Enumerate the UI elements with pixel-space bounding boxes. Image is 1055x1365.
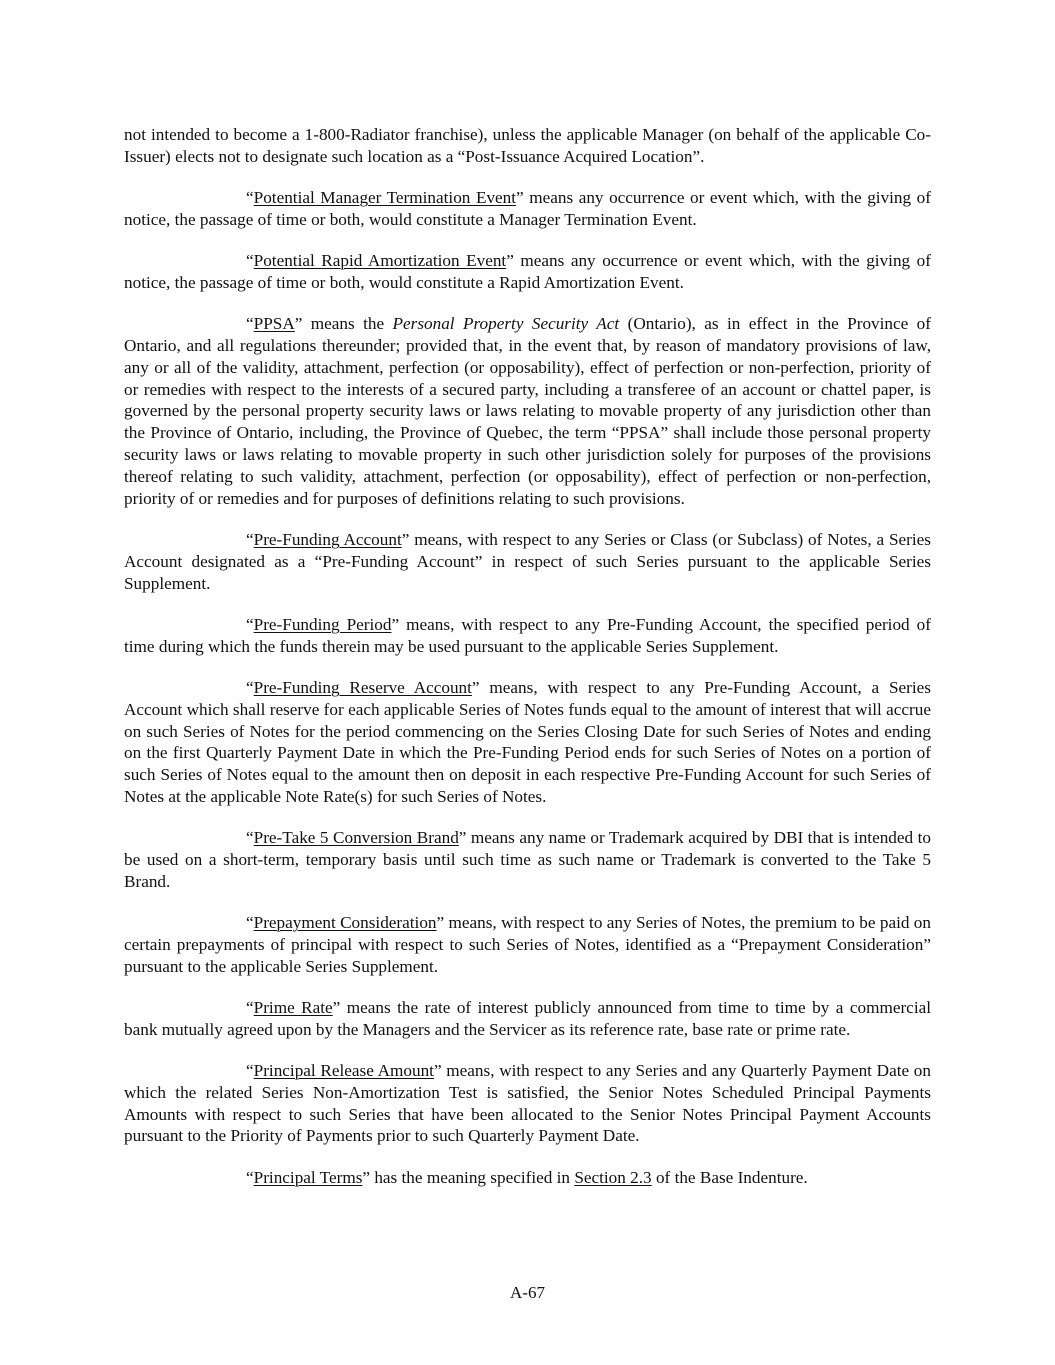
definition-text: ” means any occurrence or event which, with the giving of notice, the passage of time or both, would constitute a Manager Termination Event. (124, 188, 931, 229)
definition-pre-funding-reserve-account: “Pre-Funding Reserve Account” means, with respect to any Pre-Funding Account, a Series Account which shall reserve for each applicable Series of Notes funds equal to the amount of interest that will accrue on such Series of Notes for the period commencing on the Series Closing Date for such Series of Notes and ending on the first Quarterly Payment Date in which the Pre-Funding Period ends for such Series of Notes on a portion of such Series of Notes equal to the amount then on deposit in each respective Pre-Funding Account for such Series of Notes at the applicable Note Rate(s) for such Series of Notes. (124, 677, 931, 806)
definition-text-lead: ” has the meaning specified in (362, 1167, 575, 1187)
definition-pre-funding-period: “Pre-Funding Period” means, with respect to any Pre-Funding Account, the specified period of time during which the funds therein may be used pursuant to the applicable Series Supplement. (124, 614, 932, 656)
definition-text: ” means, with respect to any Pre-Funding Account, the specified period of time during which the funds therein may be used pursuant to the applicable Series Supplement. (124, 614, 932, 656)
definition-text: ” means any name or Trademark acquired by DBI that is intended to be used on a short-term, temporary basis until such time as such name or Trademark is converted to the Take 5 Brand. (124, 828, 931, 891)
definition-text: ” means the rate of interest publicly announced from time to time by a commercial bank mutually agreed upon by the Managers and the Servicer as its reference rate, base rate or prime rate. (124, 998, 931, 1039)
defined-term: Potential Rapid Amortization Event (253, 251, 507, 271)
page-number: A-67 (510, 1283, 545, 1302)
continuation-paragraph: not intended to become a 1-800-Radiator franchise), unless the applicable Manager (on behalf of the applicable Co-Issuer) elects not to designate such location as a “Post-Issuance Acquired Location”. (124, 125, 931, 166)
definition-principal-release-amount: “Principal Release Amount” means, with respect to any Series and any Quarterly Payment Date on which the related Series Non-Amortization Test is satisfied, the Senior Notes Scheduled Principal Payments Amounts with respect to such Series that have been allocated to the Senior Notes Principal Payment Accounts pursuant to the Priority of Payments prior to such Quarterly Payment Date. (124, 1061, 931, 1146)
definition-text: ” means, with respect to any Series and any Quarterly Payment Date on which the related Series Non-Amortization Test is satisfied, the Senior Notes Scheduled Principal Payments Amounts with respect to such Series that have been allocated to the Senior Notes Principal Payment Accounts pursuant to the Priority of Payments prior to such Quarterly Payment Date. (124, 1061, 931, 1146)
defined-term: Prepayment Consideration (253, 913, 437, 933)
definition-text-lead: ” means the (294, 314, 393, 334)
definition-text: (Ontario), as in effect in the Province of Ontario, and all regulations thereunder; provided that, in the event that, by reason of mandatory provisions of law, any or all of the validity, attachment, perfection (or opposability), effect of perfection or non-perfection, priority of or remedies with respect to the interests of a secured party, including a transferee of an account or chattel paper, is governed by the personal property security laws or laws relating to movable property of any jurisdiction other than the Province of Ontario, including, the Province of Quebec, the term “PPSA” shall include those personal property security laws or laws relating to movable property in such other jurisdiction solely for purposes of the provisions thereof relating to such validity, attachment, perfection (or opposability), effect of perfection or non-perfection, priority of or remedies and for purposes of definitions relating to such provisions. (124, 314, 931, 508)
defined-term: Potential Manager Termination Event (253, 188, 517, 208)
definition-pre-funding-account: “Pre-Funding Account” means, with respect to any Series or Class (or Subclass) of Notes, a Series Account designated as a “Pre-Funding Account” in respect of such Series pursuant to the applicable Series Supplement. (124, 529, 932, 593)
defined-term: Pre-Take 5 Conversion Brand (253, 828, 459, 848)
section-reference-link[interactable]: Section 2.3 (574, 1167, 652, 1187)
defined-term: PPSA (253, 314, 295, 334)
defined-term: Pre-Funding Reserve Account (253, 677, 472, 697)
defined-term: Pre-Funding Period (253, 614, 392, 634)
definition-text: of the Base Indenture. (651, 1167, 808, 1187)
definition-pre-take-5-conversion-brand: “Pre-Take 5 Conversion Brand” means any name or Trademark acquired by DBI that is intended to be used on a short-term, temporary basis until such time as such name or Trademark is converted to the Take 5 Brand. (124, 828, 931, 891)
definition-principal-terms: “Principal Terms” has the meaning specified in Section 2.3 of the Base Indenture. (246, 1167, 808, 1187)
definition-potential-rapid-amortization-event: “Potential Rapid Amortization Event” means any occurrence or event which, with the giving of notice, the passage of time or both, would constitute a Rapid Amortization Event. (124, 251, 931, 292)
definition-potential-manager-termination-event: “Potential Manager Termination Event” means any occurrence or event which, with the giving of notice, the passage of time or both, would constitute a Manager Termination Event. (124, 188, 931, 229)
definition-prime-rate: “Prime Rate” means the rate of interest publicly announced from time to time by a commercial bank mutually agreed upon by the Managers and the Servicer as its reference rate, base rate or prime rate. (124, 998, 931, 1039)
definition-text: ” means, with respect to any Series of Notes, the premium to be paid on certain prepayments of principal with respect to such Series of Notes, identified as a “Prepayment Consideration” pursuant to the applicable Series Supplement. (124, 913, 931, 976)
definition-text: ” means, with respect to any Series or Class (or Subclass) of Notes, a Series Account designated as a “Pre-Funding Account” in respect of such Series pursuant to the applicable Series Supplement. (124, 529, 932, 593)
definition-text: ” means, with respect to any Pre-Funding Account, a Series Account which shall reserve for each applicable Series of Notes funds equal to the amount of interest that will accrue on such Series of Notes for the period commencing on the Series Closing Date for such Series of Notes and ending on the first Quarterly Payment Date in which the Pre-Funding Period ends for such Series of Notes on a portion of such Series of Notes equal to the amount then on deposit in each respective Pre-Funding Account for such Series of Notes at the applicable Note Rate(s) for such Series of Notes. (124, 677, 931, 806)
defined-term: Pre-Funding Account (253, 529, 402, 549)
defined-term: Principal Release Amount (253, 1061, 434, 1081)
definition-ppsa: “PPSA” means the Personal Property Security Act (Ontario), as in effect in the Province of Ontario, and all regulations thereunder; provided that, in the event that, by reason of mandatory provisions of law, any or all of the validity, attachment, perfection (or opposability), effect of perfection or non-perfection, priority of or remedies with respect to the interests of a secured party, including a transferee of an account or chattel paper, is governed by the personal property security laws or laws relating to movable property of any jurisdiction other than the Province of Ontario, including, the Province of Quebec, the term “PPSA” shall include those personal property security laws or laws relating to movable property in such other jurisdiction solely for purposes of the provisions thereof relating to such validity, attachment, perfection (or opposability), effect of perfection or non-perfection, priority of or remedies and for purposes of definitions relating to such provisions. (124, 314, 931, 508)
defined-term: Prime Rate (253, 998, 333, 1017)
definition-text: ” means any occurrence or event which, with the giving of notice, the passage of time or both, would constitute a Rapid Amortization Event. (124, 251, 931, 292)
definition-prepayment-consideration: “Prepayment Consideration” means, with respect to any Series of Notes, the premium to be paid on certain prepayments of principal with respect to such Series of Notes, identified as a “Prepayment Consideration” pursuant to the applicable Series Supplement. (124, 913, 931, 976)
document-body (124, 124, 931, 1208)
defined-term: Principal Terms (253, 1167, 363, 1187)
statute-name: Personal Property Security Act (392, 314, 620, 334)
